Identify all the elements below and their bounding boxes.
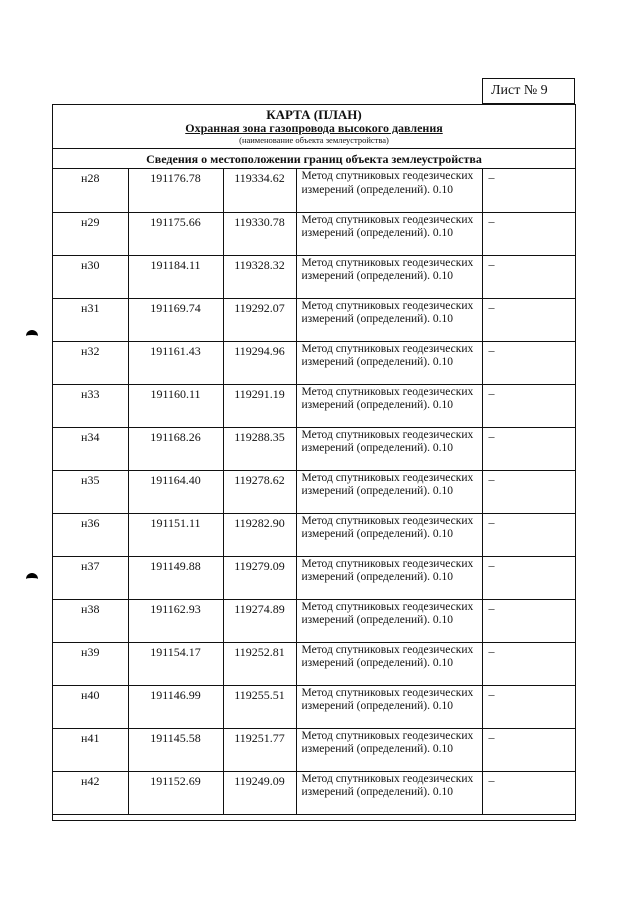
y-coordinate-cell: 119294.96: [223, 341, 296, 384]
x-coordinate-cell: 191145.58: [128, 728, 223, 771]
description-cell: –: [482, 771, 575, 814]
point-cell: н28: [53, 169, 128, 212]
method-cell: Метод спутниковых геодезических измерений (определений). 0.10: [296, 642, 482, 685]
method-cell: Метод спутниковых геодезических измерений (определений). 0.10: [296, 556, 482, 599]
method-cell: Метод спутниковых геодезических измерений (определений). 0.10: [296, 384, 482, 427]
description-cell: –: [482, 513, 575, 556]
table-row: [53, 212, 575, 255]
point-cell: н29: [53, 212, 128, 255]
point-cell: н33: [53, 384, 128, 427]
y-coordinate-cell: 119330.78: [223, 212, 296, 255]
method-cell: Метод спутниковых геодезических измерений (определений). 0.10: [296, 599, 482, 642]
y-coordinate-cell: 119282.90: [223, 513, 296, 556]
document-title: КАРТА (ПЛАН): [266, 107, 362, 122]
point-cell: н42: [53, 771, 128, 814]
point-cell: н37: [53, 556, 128, 599]
description-cell: –: [482, 470, 575, 513]
x-coordinate-cell: 191154.17: [128, 642, 223, 685]
coordinates-table: [53, 169, 575, 815]
point-cell: н39: [53, 642, 128, 685]
table-row: [53, 685, 575, 728]
description-cell: –: [482, 384, 575, 427]
method-cell: Метод спутниковых геодезических измерений (определений). 0.10: [296, 341, 482, 384]
table-row: [53, 298, 575, 341]
x-coordinate-cell: 191184.11: [128, 255, 223, 298]
y-coordinate-cell: 119328.32: [223, 255, 296, 298]
point-cell: н40: [53, 685, 128, 728]
y-coordinate-cell: 119249.09: [223, 771, 296, 814]
description-cell: –: [482, 685, 575, 728]
table-row: [53, 556, 575, 599]
method-cell: Метод спутниковых геодезических измерений (определений). 0.10: [296, 470, 482, 513]
method-cell: Метод спутниковых геодезических измерений (определений). 0.10: [296, 728, 482, 771]
table-row: [53, 599, 575, 642]
point-cell: н31: [53, 298, 128, 341]
method-cell: Метод спутниковых геодезических измерений (определений). 0.10: [296, 513, 482, 556]
x-coordinate-cell: 191176.78: [128, 169, 223, 212]
table-row: [53, 384, 575, 427]
point-cell: н41: [53, 728, 128, 771]
table-row: [53, 728, 575, 771]
punch-hole-mark: [26, 330, 38, 340]
x-coordinate-cell: 191175.66: [128, 212, 223, 255]
x-coordinate-cell: 191168.26: [128, 427, 223, 470]
y-coordinate-cell: 119278.62: [223, 470, 296, 513]
description-cell: –: [482, 556, 575, 599]
table-row: [53, 642, 575, 685]
x-coordinate-cell: 191164.40: [128, 470, 223, 513]
table-row: [53, 341, 575, 384]
method-cell: Метод спутниковых геодезических измерений (определений). 0.10: [296, 255, 482, 298]
y-coordinate-cell: 119291.19: [223, 384, 296, 427]
point-cell: н34: [53, 427, 128, 470]
method-cell: Метод спутниковых геодезических измерений (определений). 0.10: [296, 771, 482, 814]
description-cell: –: [482, 169, 575, 212]
y-coordinate-cell: 119334.62: [223, 169, 296, 212]
method-cell: Метод спутниковых геодезических измерений (определений). 0.10: [296, 427, 482, 470]
document-header: [53, 105, 575, 149]
description-cell: –: [482, 341, 575, 384]
table-row: [53, 169, 575, 212]
description-cell: –: [482, 212, 575, 255]
description-cell: –: [482, 599, 575, 642]
table-row: [53, 470, 575, 513]
description-cell: –: [482, 427, 575, 470]
point-cell: н35: [53, 470, 128, 513]
x-coordinate-cell: 191169.74: [128, 298, 223, 341]
x-coordinate-cell: 191149.88: [128, 556, 223, 599]
method-cell: Метод спутниковых геодезических измерений (определений). 0.10: [296, 685, 482, 728]
description-cell: –: [482, 298, 575, 341]
y-coordinate-cell: 119252.81: [223, 642, 296, 685]
x-coordinate-cell: 191151.11: [128, 513, 223, 556]
y-coordinate-cell: 119292.07: [223, 298, 296, 341]
x-coordinate-cell: 191160.11: [128, 384, 223, 427]
x-coordinate-cell: 191152.69: [128, 771, 223, 814]
document-frame: [52, 104, 576, 821]
y-coordinate-cell: 119274.89: [223, 599, 296, 642]
object-caption: (наименование объекта землеустройства): [239, 135, 389, 145]
method-cell: Метод спутниковых геодезических измерений (определений). 0.10: [296, 298, 482, 341]
table-row: [53, 255, 575, 298]
sheet-number: Лист № 9: [482, 78, 575, 104]
point-cell: н32: [53, 341, 128, 384]
x-coordinate-cell: 191162.93: [128, 599, 223, 642]
point-cell: н38: [53, 599, 128, 642]
punch-hole-mark: [26, 573, 38, 583]
y-coordinate-cell: 119288.35: [223, 427, 296, 470]
table-row: [53, 427, 575, 470]
description-cell: –: [482, 255, 575, 298]
table-row: [53, 771, 575, 814]
description-cell: –: [482, 728, 575, 771]
y-coordinate-cell: 119251.77: [223, 728, 296, 771]
point-cell: н30: [53, 255, 128, 298]
method-cell: Метод спутниковых геодезических измерений (определений). 0.10: [296, 169, 482, 212]
y-coordinate-cell: 119255.51: [223, 685, 296, 728]
description-cell: –: [482, 642, 575, 685]
method-cell: Метод спутниковых геодезических измерений (определений). 0.10: [296, 212, 482, 255]
point-cell: н36: [53, 513, 128, 556]
x-coordinate-cell: 191161.43: [128, 341, 223, 384]
y-coordinate-cell: 119279.09: [223, 556, 296, 599]
object-name: Охранная зона газопровода высокого давления: [185, 121, 443, 135]
x-coordinate-cell: 191146.99: [128, 685, 223, 728]
table-row: [53, 513, 575, 556]
section-title: Сведения о местоположении границ объекта землеустройства: [53, 149, 575, 169]
